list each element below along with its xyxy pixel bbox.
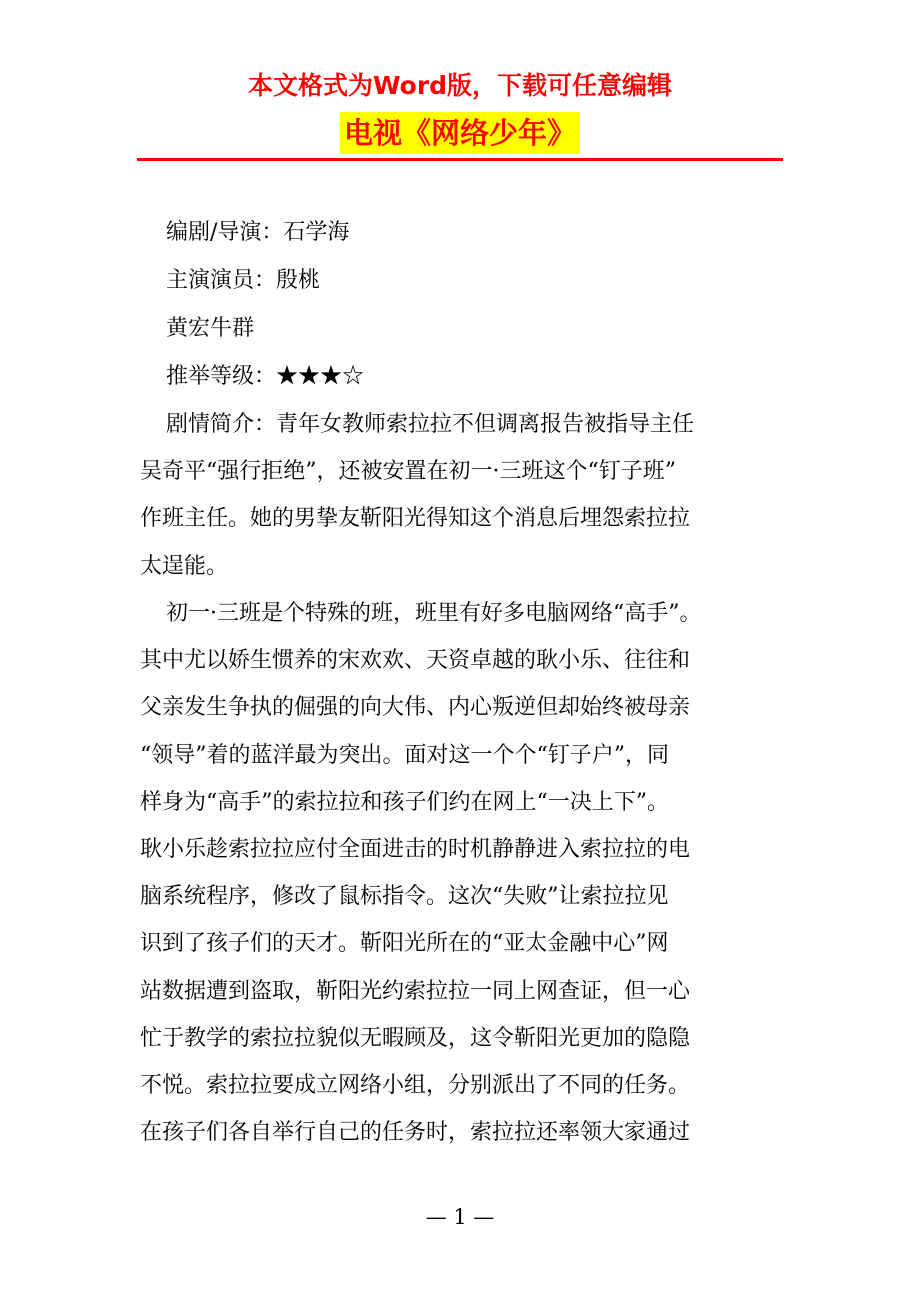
paragraph-line: 识到了孩子们的天才。靳阳光所在的“亚太金融中心”网	[140, 931, 669, 957]
paragraph-line: “领导”着的蓝洋最为突出。面对这一个个“钉子户”，同	[140, 742, 669, 768]
paragraph-line: 吴奇平“强行拒绝”，还被安置在初一·三班这个“钉子班”	[140, 459, 676, 485]
paragraph-line: 站数据遭到盗取，靳阳光约索拉拉一同上网查证，但一心	[140, 978, 691, 1004]
paragraph-line: 脑系统程序，修改了鼠标指令。这次“失败”让索拉拉见	[140, 884, 669, 910]
paragraph-line: 初一·三班是个特殊的班，班里有好多电脑网络“高手”。	[166, 601, 702, 626]
paragraph-line: 忙于教学的索拉拉貌似无暇顾及，这令靳阳光更加的隐隐	[140, 1025, 691, 1051]
paragraph-line: 耿小乐趁索拉拉应付全面进击的时机静静进入索拉拉的电	[140, 836, 691, 862]
format-notice: 本文格式为Word版，下载可任意编辑	[247, 71, 673, 100]
lead-actors-continued-line: 黄宏牛群	[166, 316, 255, 341]
paragraph-line: 太逞能。	[140, 553, 229, 579]
lead-actors-line: 主演演员：殷桃	[166, 268, 321, 293]
paragraph-line: 在孩子们各自举行自己的任务时，索拉拉还率领大家通过	[140, 1120, 691, 1146]
header-divider	[137, 158, 783, 161]
rating-line: 推举等级：★★★☆	[166, 364, 365, 389]
paragraph-line: 其中尤以娇生惯养的宋欢欢、天资卓越的耿小乐、往往和	[140, 648, 691, 674]
paragraph-line: 作班主任。她的男挚友靳阳光得知这个消息后埋怨索拉拉	[140, 506, 691, 532]
screenwriter-director-line: 编剧/导演：石学海	[166, 220, 350, 245]
paragraph-line: 样身为“高手”的索拉拉和孩子们约在网上“一决上下”。	[140, 789, 669, 815]
synopsis-paragraph-1	[140, 410, 694, 599]
page-number: — 1 —	[425, 1205, 495, 1229]
paragraph-line: 不悦。索拉拉要成立网络小组，分别派出了不同的任务。	[140, 1072, 691, 1098]
synopsis-paragraph-2	[140, 599, 702, 1165]
title-container	[0, 112, 920, 154]
document-title: 电视《网络少年》	[340, 112, 580, 154]
paragraph-line: 父亲发生争执的倔强的向大伟、内心叛逆但却始终被母亲	[140, 695, 691, 721]
paragraph-line: 剧情简介：青年女教师索拉拉不但调离报告被指导主任	[166, 412, 695, 437]
